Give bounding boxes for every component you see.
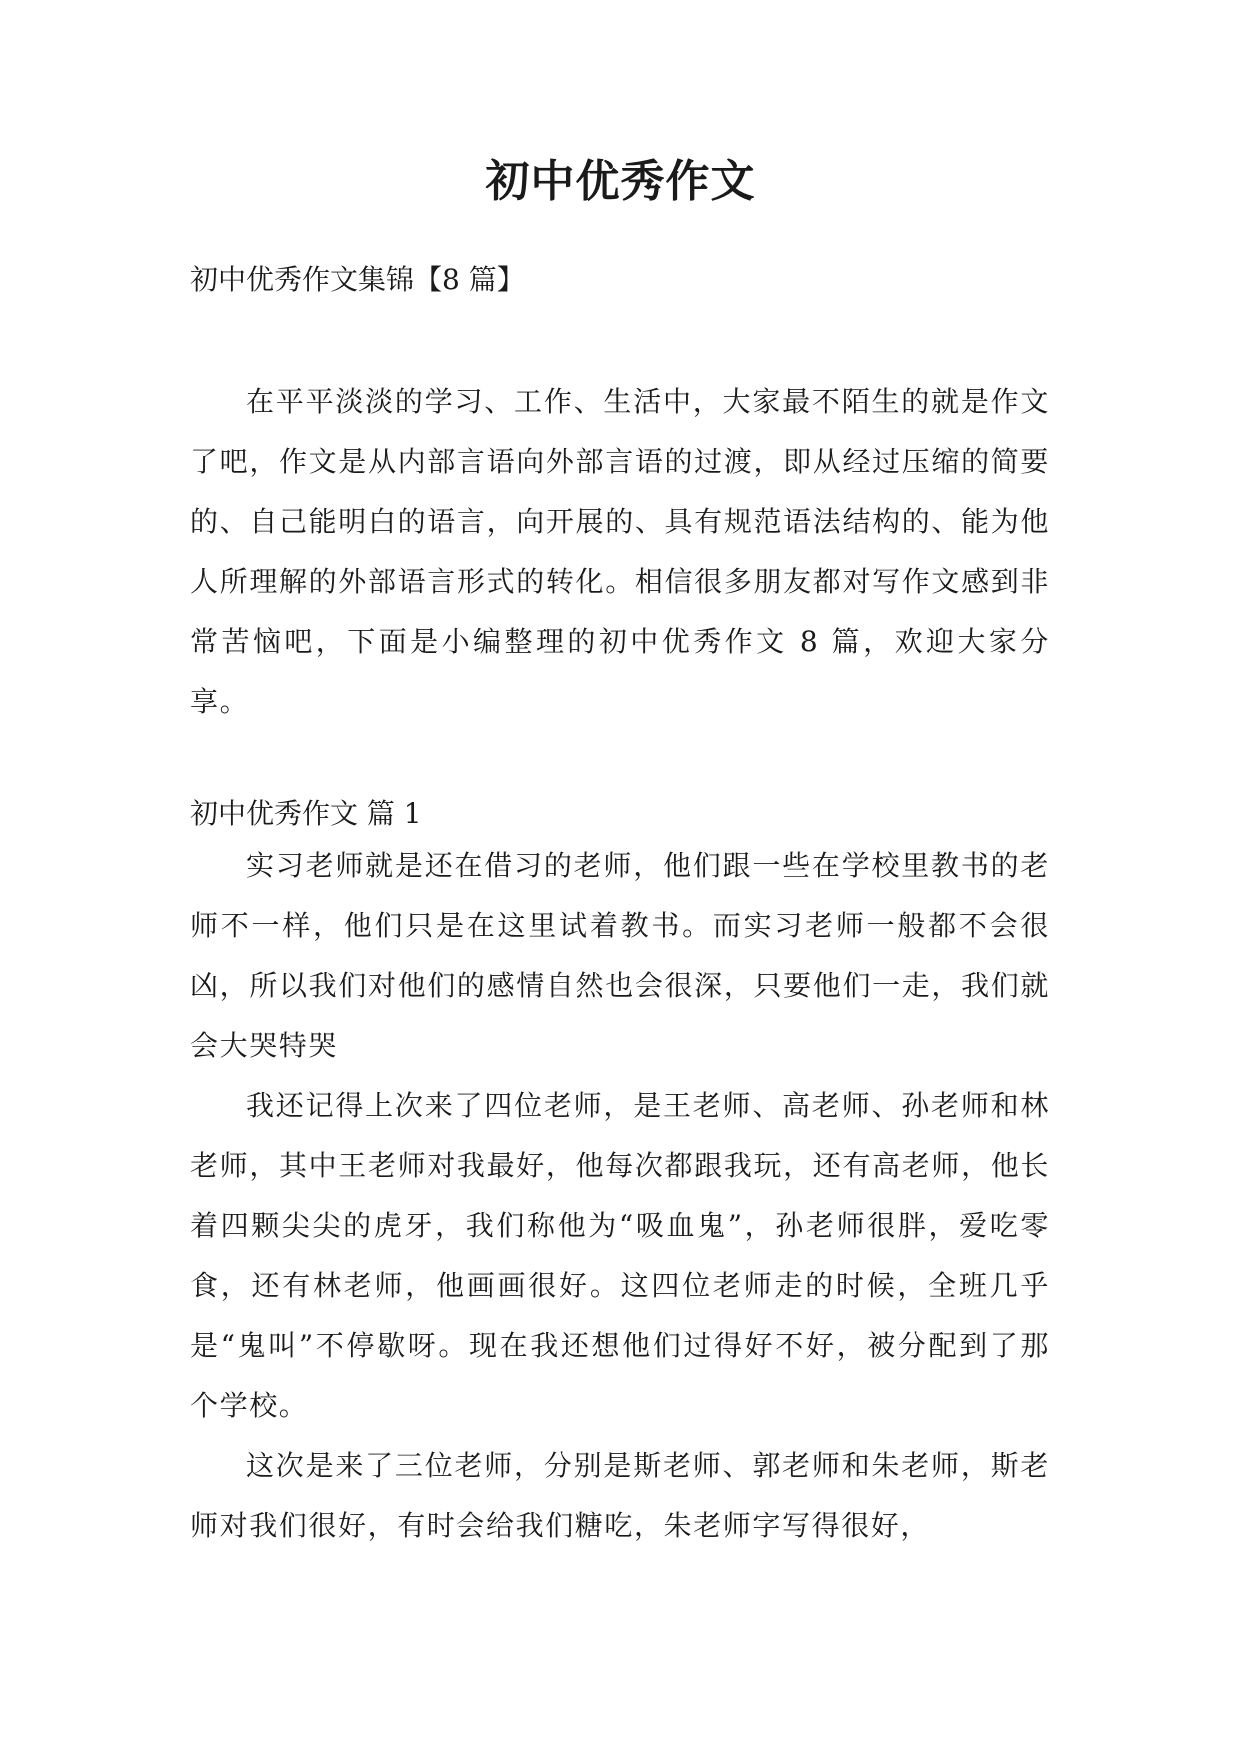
essay-heading: 初中优秀作文 篇 1 [190,797,422,830]
intro-paragraph: 在平平淡淡的学习、工作、生活中，大家最不陌生的就是作文了吧，作文是从内部言语向外部言语的过渡，即从经过压缩的简要的、自己能明白的语言，向开展的、具有规范语法结构的、能为他人所理解的外部语言形式的转化。相信很多朋友都对写作文感到非常苦恼吧，下面是小编整理的初中优秀作文 8 篇，欢迎大家分享。 [190,385,1050,718]
essay-paragraph-3: 这次是来了三位老师，分别是斯老师、郭老师和朱老师，斯老师对我们很好，有时会给我们糖吃，朱老师字写得很好， [190,1449,1050,1542]
document-subtitle: 初中优秀作文集锦【8 篇】 [190,263,525,296]
essay-paragraph-2: 我还记得上次来了四位老师，是王老师、高老师、孙老师和林老师，其中王老师对我最好，他每次都跟我玩，还有高老师，他长着四颗尖尖的虎牙，我们称他为“吸血鬼”，孙老师很胖，爱吃零食，还有林老师，他画画很好。这四位老师走的时候，全班几乎是“鬼叫”不停歇呀。现在我还想他们过得好不好，被分配到了那个学校。 [190,1089,1050,1422]
document-body [190,258,1050,1556]
essay-paragraph-1: 实习老师就是还在借习的老师，他们跟一些在学校里教书的老师不一样，他们只是在这里试着教书。而实习老师一般都不会很凶，所以我们对他们的感情自然也会很深，只要他们一走，我们就会大哭特哭 [190,849,1050,1062]
document-title: 初中优秀作文 [485,156,756,207]
